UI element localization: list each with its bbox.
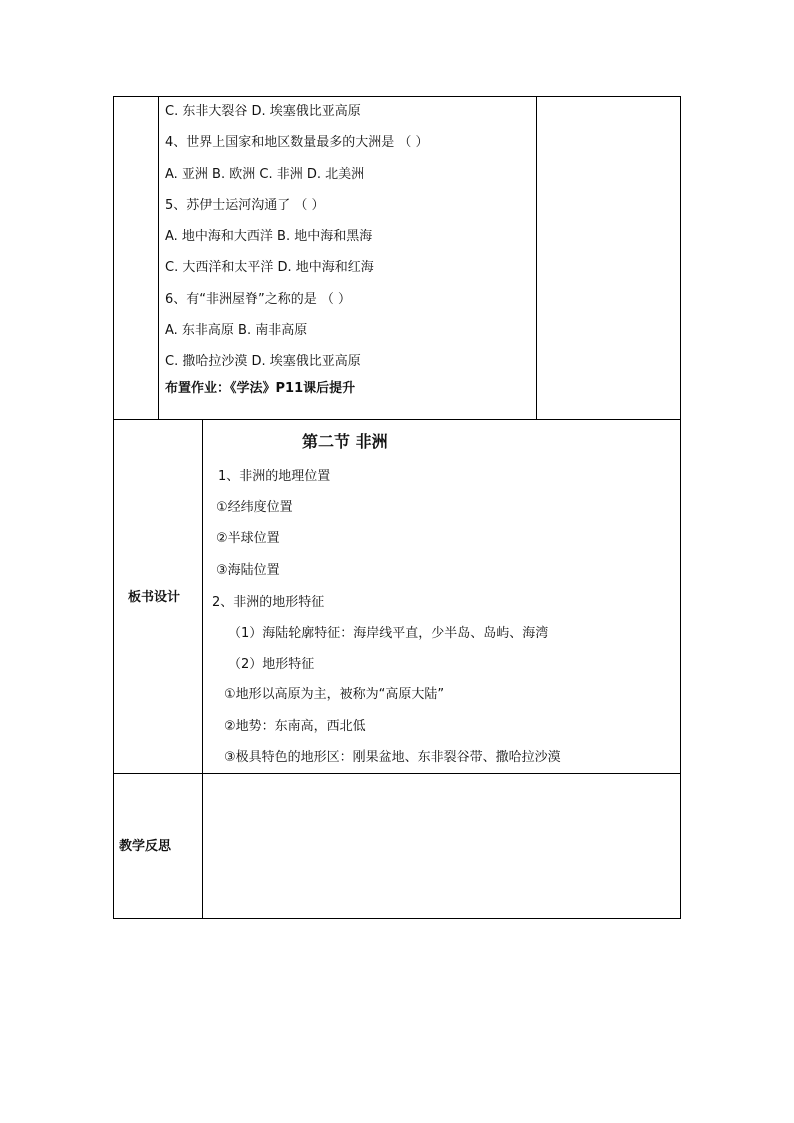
row1-col-divider-left (158, 96, 159, 419)
board-label: 板书设计 (128, 590, 181, 605)
board-line: （1）海陆轮廓特征：海岸线平直，少半岛、岛屿、海湾 (228, 626, 549, 641)
homework-text: 布置作业：《学法》P11课后提升 (165, 381, 356, 396)
quiz-line: 4、世界上国家和地区数量最多的大洲是 （ ） (165, 135, 429, 150)
board-line: ③海陆位置 (216, 563, 280, 578)
row-divider-1 (113, 419, 681, 420)
quiz-line: A. 地中海和大西洋 B. 地中海和黑海 (165, 229, 373, 244)
quiz-line: A. 亚洲 B. 欧洲 C. 非洲 D. 北美洲 (165, 167, 365, 182)
quiz-line: 5、苏伊士运河沟通了 （ ） (165, 198, 325, 213)
quiz-line: C. 撒哈拉沙漠 D. 埃塞俄比亚高原 (165, 354, 361, 369)
quiz-line: C. 大西洋和太平洋 D. 地中海和红海 (165, 260, 374, 275)
board-title: 第二节 非洲 (302, 432, 388, 451)
board-line: ①经纬度位置 (216, 500, 293, 515)
quiz-line: 6、有“非洲屋脊”之称的是 （ ） (165, 292, 352, 307)
table-border-bottom (113, 918, 681, 919)
board-line: （2）地形特征 (228, 657, 315, 672)
label-col-divider (202, 419, 203, 918)
row-divider-2 (113, 773, 681, 774)
board-line: 1、非洲的地理位置 (218, 469, 331, 484)
reflection-label: 教学反思 (119, 839, 172, 854)
board-line: ①地形以高原为主，被称为“高原大陆” (224, 687, 445, 702)
board-line: ③极具特色的地形区：刚果盆地、东非裂谷带、撒哈拉沙漠 (224, 750, 561, 765)
board-line: ②地势：东南高，西北低 (224, 719, 366, 734)
table-border-left (113, 96, 114, 919)
table-border-top (113, 96, 681, 97)
quiz-line: A. 东非高原 B. 南非高原 (165, 323, 308, 338)
table-border-right (680, 96, 681, 919)
row1-col-divider-right (536, 96, 537, 419)
board-line: 2、非洲的地形特征 (212, 595, 325, 610)
board-line: ②半球位置 (216, 531, 280, 546)
quiz-line: C. 东非大裂谷 D. 埃塞俄比亚高原 (165, 104, 361, 119)
